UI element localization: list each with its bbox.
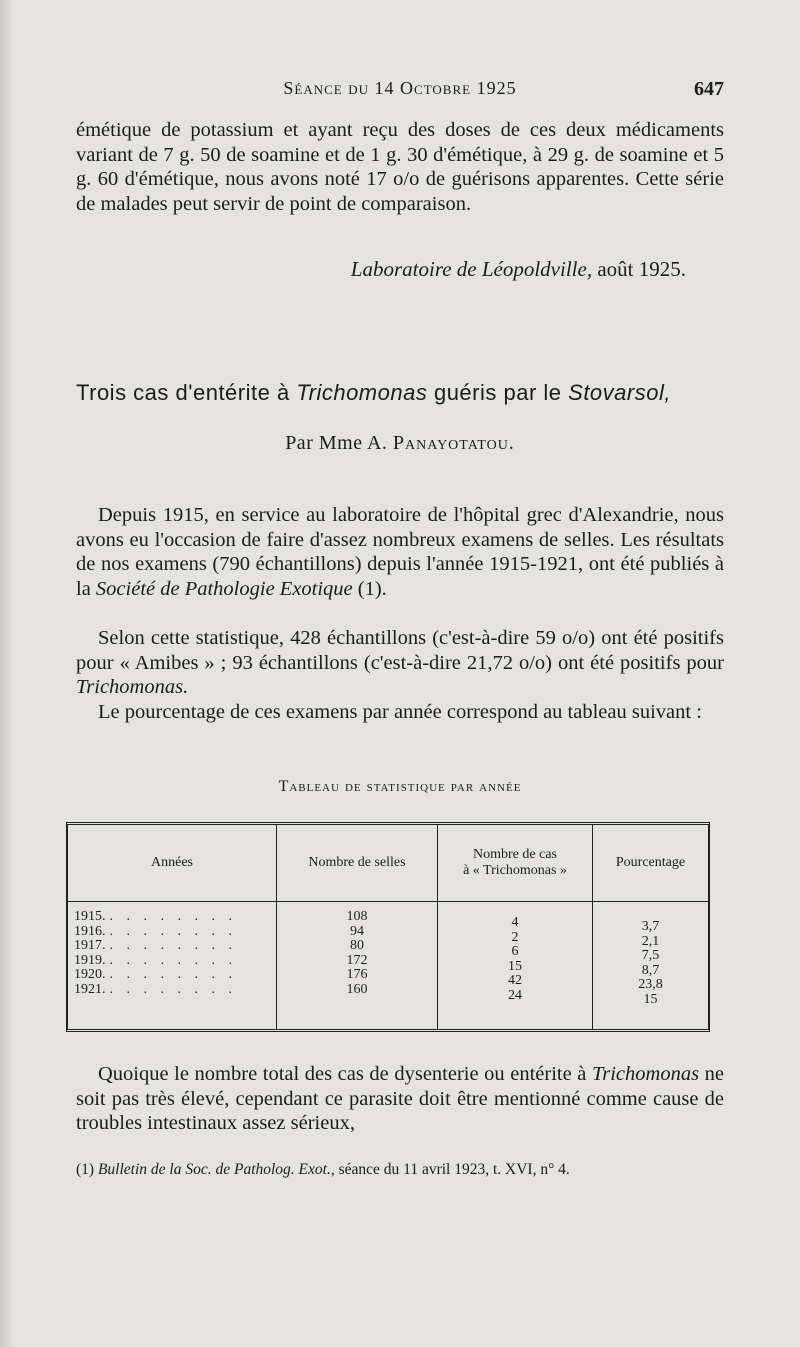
header-trichomonas: Nombre de cas à « Trichomonas » — [438, 825, 593, 902]
trichomonas-value: 15 — [508, 958, 522, 974]
selles-value: 94 — [350, 923, 364, 939]
table-caption: Tableau de statistique par année — [278, 778, 522, 795]
table-row: 1917. . . . . . . . . — [74, 938, 237, 953]
signoff-date: août 1925. — [592, 257, 686, 281]
pourcentage-value: 7,5 — [641, 948, 660, 963]
trichomonas-column — [438, 902, 593, 1030]
selles-value: 160 — [346, 981, 368, 997]
pourcentage-value: 8,7 — [641, 962, 660, 978]
paragraph-1: Depuis 1915, en service au laboratoire de l'hôpital grec d'Alexandrie, nous avons eu l'occasion de faire d'assez nombreux examens de selles. Les résultats de nos examens (790 échantillons) depuis l'année 1915-1921, ont été publiés à la Société de Pathologie Exotique (1). — [76, 504, 724, 600]
selles-column — [277, 902, 438, 1030]
years-column — [68, 902, 277, 1030]
statistics-table-frame — [66, 822, 710, 1032]
header-pourcentage: Pourcentage — [593, 825, 709, 902]
paragraph-3: Le pourcentage de ces examens par année correspond au tableau suivant : — [98, 701, 702, 723]
header-selles: Nombre de selles — [277, 825, 438, 902]
pourcentage-value: 2,1 — [641, 933, 660, 949]
table-row: 1919. . . . . . . . . — [74, 952, 237, 968]
trichomonas-value: 4 — [511, 915, 519, 930]
page-header — [76, 78, 724, 104]
page-number: 647 — [694, 78, 724, 100]
pourcentage-value: 15 — [643, 991, 658, 1007]
running-title: Séance du 14 Octobre 1925 — [283, 78, 517, 98]
article-title: Trois cas d'entérite à Trichomonas guéris par le Stovarsol, — [76, 380, 671, 405]
table-row: 1916. . . . . . . . . — [74, 923, 237, 939]
selles-value: 172 — [346, 952, 368, 968]
pourcentage-column — [593, 902, 709, 1030]
statistics-table — [68, 825, 708, 1029]
trichomonas-value: 42 — [508, 973, 522, 988]
pourcentage-value: 23,8 — [638, 977, 663, 992]
page-edge-shadow — [0, 0, 14, 1347]
selles-value: 80 — [350, 938, 364, 953]
table-row: 1915. . . . . . . . . — [74, 909, 237, 924]
previous-article-paragraph: émétique de potassium et ayant reçu des doses de ces deux médicaments variant de 7 g. 50 de soamine et de 1 g. 30 d'émétique, à 29 g. de soamine et 5 g. 60 d'émétique, nous avons noté 17 o/o de guérisons apparentes. Cette série de malades peut servir de point de comparaison. — [76, 119, 724, 215]
paragraph-2: Selon cette statistique, 428 échantillons (c'est-à-dire 59 o/o) ont été positifs pour « Amibes » ; 93 échantillons (c'est-à-dire 21,72 o/o) ont été positifs pour Trichomonas. — [76, 627, 724, 698]
selles-value: 108 — [346, 909, 368, 924]
trichomonas-value: 24 — [508, 987, 522, 1003]
pourcentage-value: 3,7 — [641, 919, 660, 934]
article-author: Par Mme A. Panayotatou. — [285, 432, 515, 454]
table-row: 1920. . . . . . . . . — [74, 967, 237, 982]
signoff-place: Laboratoire de Léopoldville, — [350, 257, 593, 281]
selles-value: 176 — [346, 967, 368, 982]
header-years: Années — [68, 825, 277, 902]
table-row: 1921. . . . . . . . . — [74, 981, 237, 997]
trichomonas-value: 2 — [511, 929, 519, 945]
paragraph-4: Quoique le nombre total des cas de dysenterie ou entérite à Trichomonas ne soit pas très élevé, cependant ce parasite doit être mentionné comme cause de troubles intestinaux assez sérieux, — [76, 1063, 724, 1134]
trichomonas-value: 6 — [511, 944, 519, 959]
footnote: (1) Bulletin de la Soc. de Patholog. Exot., séance du 11 avril 1923, t. XVI, n° 4. — [76, 1161, 570, 1178]
previous-article-signoff — [76, 257, 686, 282]
